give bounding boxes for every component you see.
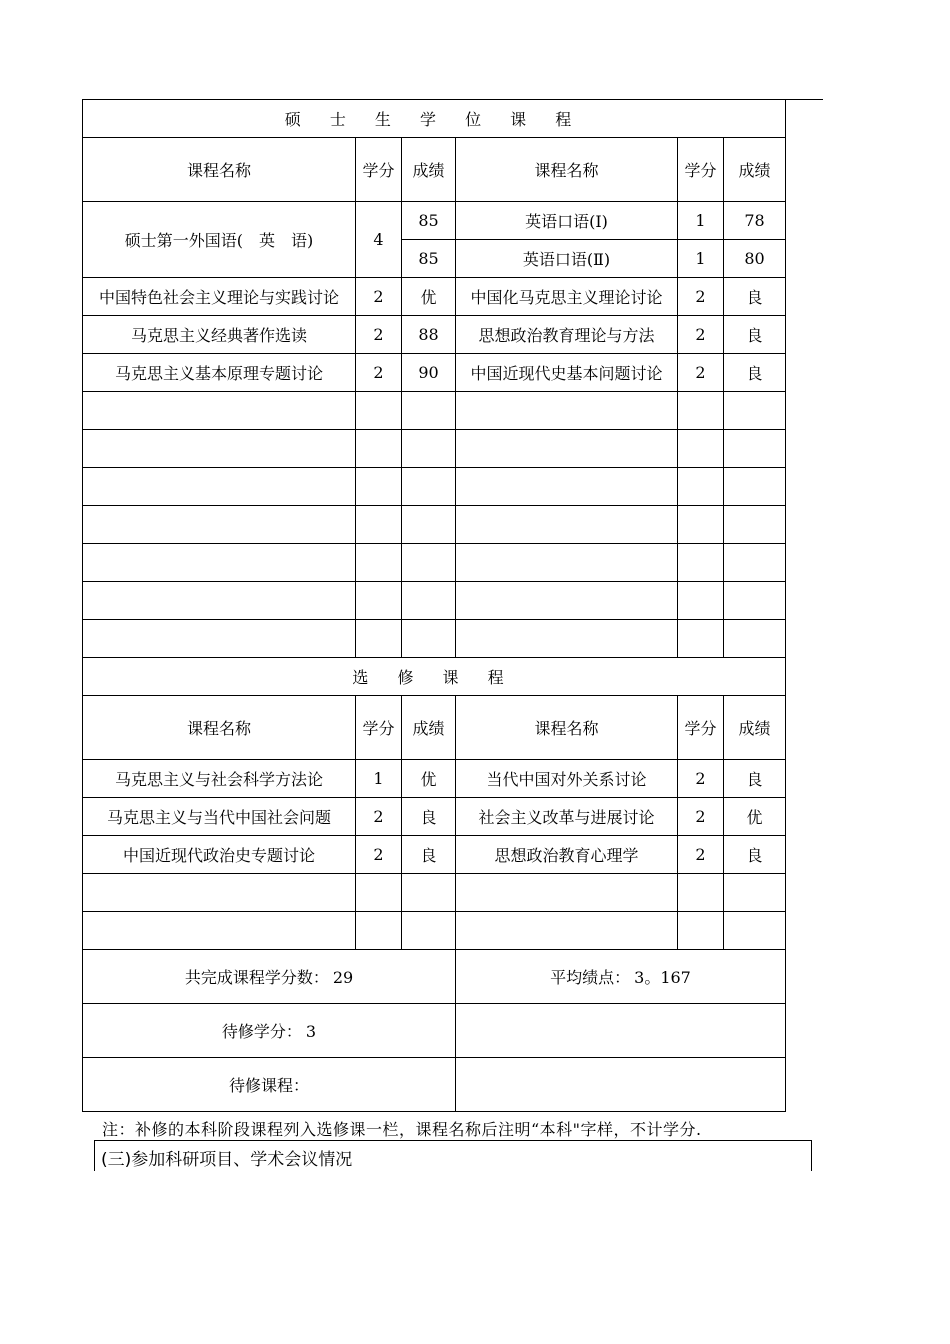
empty-cell — [678, 620, 724, 658]
empty-row — [83, 544, 786, 582]
empty-cell — [356, 392, 402, 430]
empty-cell — [456, 544, 678, 582]
empty-cell — [724, 620, 786, 658]
empty-cell — [356, 544, 402, 582]
course-credit: 1 — [678, 240, 724, 278]
empty-cell — [456, 582, 678, 620]
credit-header: 学分 — [678, 696, 724, 760]
course-name: 中国近现代政治史专题讨论 — [83, 836, 356, 874]
empty-cell — [678, 468, 724, 506]
empty-cell — [402, 506, 456, 544]
course-name-header: 课程名称 — [83, 696, 356, 760]
course-name: 马克思主义基本原理专题讨论 — [83, 354, 356, 392]
empty-cell — [356, 582, 402, 620]
empty-row — [83, 912, 786, 950]
course-grade: 良 — [402, 836, 456, 874]
course-credit: 2 — [678, 354, 724, 392]
course-grade: 良 — [724, 760, 786, 798]
empty-cell — [456, 468, 678, 506]
course-name: 马克思主义与当代中国社会问题 — [83, 798, 356, 836]
summary-row-credits — [83, 950, 786, 1004]
course-grade: 良 — [724, 836, 786, 874]
table-row — [83, 836, 786, 874]
course-credit: 2 — [356, 316, 402, 354]
empty-cell — [356, 912, 402, 950]
table-row — [83, 278, 786, 316]
course-grades-table — [82, 99, 786, 1112]
course-grade: 85 — [402, 202, 456, 240]
empty-cell — [356, 468, 402, 506]
table-row — [83, 798, 786, 836]
empty-cell — [456, 506, 678, 544]
empty-cell — [724, 874, 786, 912]
top-right-rule — [785, 99, 823, 100]
empty-cell — [724, 506, 786, 544]
degree-header-row — [83, 138, 786, 202]
empty-row — [83, 874, 786, 912]
grade-header: 成绩 — [402, 696, 456, 760]
empty-cell — [83, 912, 356, 950]
course-credit: 2 — [678, 798, 724, 836]
degree-section-title: 硕 士 生 学 位 课 程 — [83, 100, 786, 138]
empty-cell — [83, 392, 356, 430]
total-credits-label: 共完成课程学分数： — [184, 968, 329, 987]
course-name: 社会主义改革与进展讨论 — [456, 798, 678, 836]
course-credit: 4 — [356, 202, 402, 278]
course-credit: 2 — [678, 760, 724, 798]
empty-cell — [678, 582, 724, 620]
empty-cell — [724, 544, 786, 582]
course-name: 英语口语(Ⅰ) — [456, 202, 678, 240]
empty-cell — [678, 874, 724, 912]
empty-row — [83, 468, 786, 506]
credit-header: 学分 — [356, 138, 402, 202]
empty-cell — [456, 430, 678, 468]
course-grade: 良 — [724, 278, 786, 316]
empty-cell — [402, 430, 456, 468]
course-grade: 80 — [724, 240, 786, 278]
course-credit: 1 — [678, 202, 724, 240]
table-row — [83, 760, 786, 798]
empty-cell — [83, 430, 356, 468]
course-name-header: 课程名称 — [83, 138, 356, 202]
table-row — [83, 354, 786, 392]
course-name: 思想政治教育理论与方法 — [456, 316, 678, 354]
course-credit: 2 — [678, 278, 724, 316]
empty-cell — [456, 1058, 786, 1112]
empty-cell — [456, 1004, 786, 1058]
empty-cell — [402, 468, 456, 506]
empty-cell — [456, 392, 678, 430]
pending-credits-label: 待修学分： — [221, 1022, 302, 1041]
table-row — [83, 316, 786, 354]
empty-cell — [724, 582, 786, 620]
empty-cell — [356, 620, 402, 658]
course-name: 中国特色社会主义理论与实践讨论 — [83, 278, 356, 316]
empty-cell — [83, 544, 356, 582]
course-credit: 2 — [356, 354, 402, 392]
empty-row — [83, 582, 786, 620]
elective-section-title: 选 修 课 程 — [83, 658, 786, 696]
table-row — [83, 202, 786, 240]
grade-header: 成绩 — [402, 138, 456, 202]
total-credits-value: 29 — [332, 968, 354, 987]
empty-cell — [83, 468, 356, 506]
footnote: 注：补修的本科阶段课程列入选修课一栏，课程名称后注明“本科"字样，不计学分. — [102, 1120, 702, 1139]
course-grade: 优 — [402, 278, 456, 316]
empty-cell — [83, 582, 356, 620]
empty-cell — [724, 468, 786, 506]
empty-cell — [678, 912, 724, 950]
empty-cell — [83, 620, 356, 658]
course-grade: 优 — [724, 798, 786, 836]
total-credits-cell — [83, 950, 456, 1004]
course-grade: 良 — [402, 798, 456, 836]
empty-cell — [356, 506, 402, 544]
summary-row-pending-credits — [83, 1004, 786, 1058]
course-grade: 90 — [402, 354, 456, 392]
course-grade: 优 — [402, 760, 456, 798]
empty-cell — [678, 544, 724, 582]
empty-cell — [724, 912, 786, 950]
gpa-cell — [456, 950, 786, 1004]
credit-header: 学分 — [678, 138, 724, 202]
empty-cell — [402, 620, 456, 658]
course-name: 马克思主义经典著作选读 — [83, 316, 356, 354]
empty-cell — [83, 506, 356, 544]
course-credit: 2 — [356, 798, 402, 836]
pending-courses-cell — [83, 1058, 456, 1112]
empty-cell — [724, 392, 786, 430]
course-name: 当代中国对外关系讨论 — [456, 760, 678, 798]
empty-cell — [356, 874, 402, 912]
empty-cell — [456, 912, 678, 950]
research-section-title: (三)参加科研项目、学术会议情况 — [101, 1150, 353, 1170]
empty-cell — [678, 506, 724, 544]
course-credit: 2 — [678, 316, 724, 354]
credit-header: 学分 — [356, 696, 402, 760]
course-grade: 良 — [724, 354, 786, 392]
empty-row — [83, 620, 786, 658]
research-section-header — [94, 1140, 812, 1171]
degree-title-row — [83, 100, 786, 138]
course-credit: 1 — [356, 760, 402, 798]
pending-credits-cell — [83, 1004, 456, 1058]
empty-cell — [402, 392, 456, 430]
empty-row — [83, 506, 786, 544]
empty-cell — [456, 620, 678, 658]
empty-cell — [678, 430, 724, 468]
course-grade: 88 — [402, 316, 456, 354]
empty-cell — [456, 874, 678, 912]
course-grade: 78 — [724, 202, 786, 240]
gpa-value: 3。167 — [634, 968, 691, 987]
course-credit: 2 — [678, 836, 724, 874]
gpa-label: 平均绩点： — [550, 968, 631, 987]
course-name: 中国近现代史基本问题讨论 — [456, 354, 678, 392]
empty-cell — [83, 874, 356, 912]
empty-cell — [402, 912, 456, 950]
course-name: 英语口语(Ⅱ) — [456, 240, 678, 278]
course-name: 硕士第一外国语( 英 语) — [83, 202, 356, 278]
course-name: 中国化马克思主义理论讨论 — [456, 278, 678, 316]
course-grade: 85 — [402, 240, 456, 278]
grade-header: 成绩 — [724, 696, 786, 760]
empty-row — [83, 392, 786, 430]
course-name: 马克思主义与社会科学方法论 — [83, 760, 356, 798]
empty-row — [83, 430, 786, 468]
course-grade: 良 — [724, 316, 786, 354]
empty-cell — [356, 430, 402, 468]
course-name-header: 课程名称 — [456, 138, 678, 202]
empty-cell — [402, 874, 456, 912]
summary-row-pending-courses — [83, 1058, 786, 1112]
course-name-header: 课程名称 — [456, 696, 678, 760]
pending-credits-value: 3 — [305, 1022, 317, 1041]
pending-courses-label: 待修课程： — [228, 1076, 309, 1095]
grade-header: 成绩 — [724, 138, 786, 202]
course-credit: 2 — [356, 278, 402, 316]
course-credit: 2 — [356, 836, 402, 874]
elective-title-row — [83, 658, 786, 696]
course-name: 思想政治教育心理学 — [456, 836, 678, 874]
empty-cell — [402, 582, 456, 620]
elective-header-row — [83, 696, 786, 760]
empty-cell — [678, 392, 724, 430]
empty-cell — [402, 544, 456, 582]
empty-cell — [724, 430, 786, 468]
